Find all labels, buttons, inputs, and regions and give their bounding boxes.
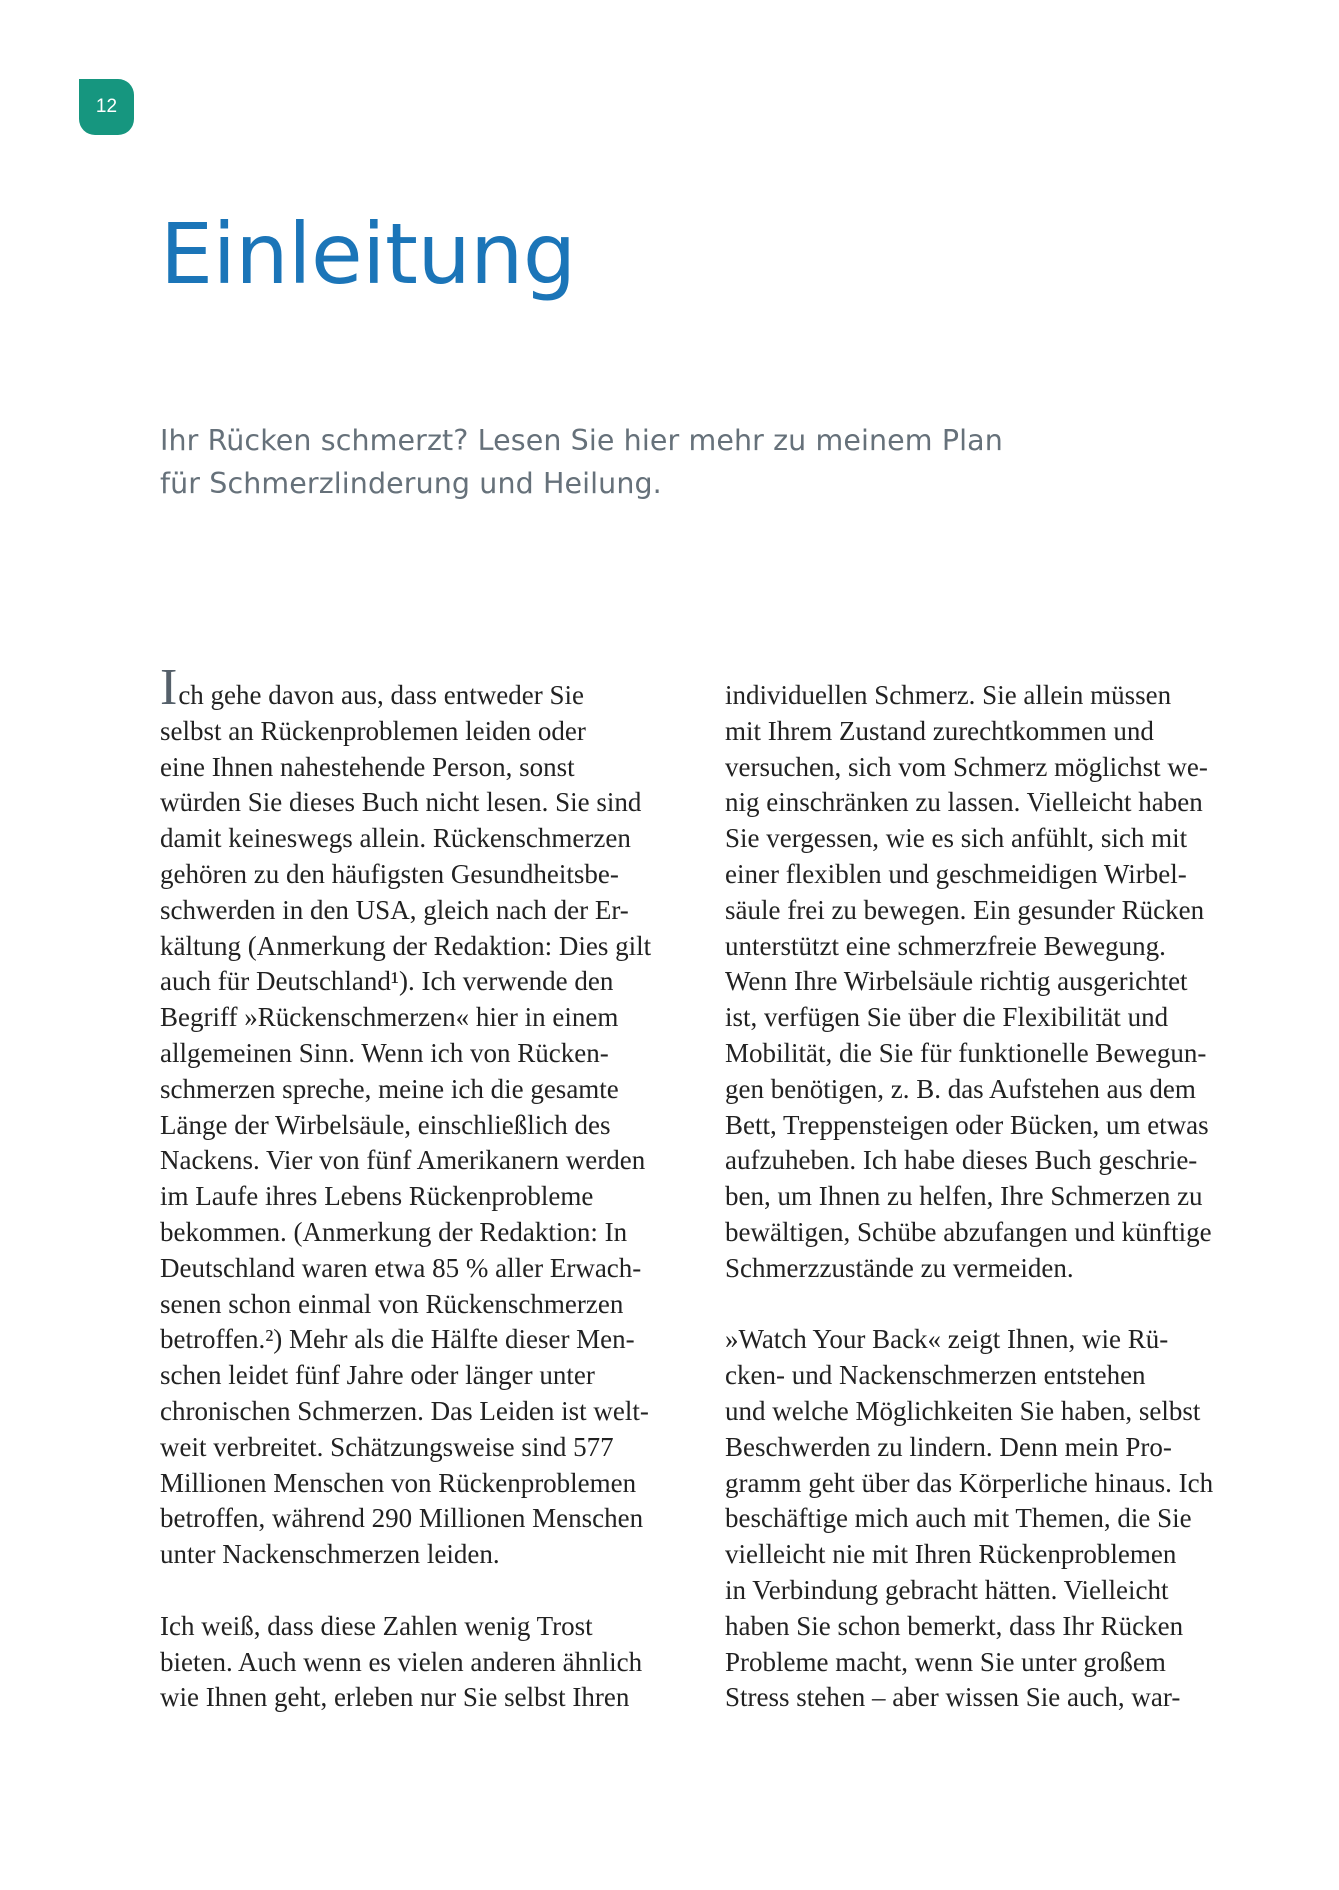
text-line: betroffen, während 290 Millionen Menschen <box>160 1503 644 1534</box>
text-line: ist, verfügen Sie über die Flexibilität und <box>725 1002 1169 1033</box>
text-line: ben, um Ihnen zu helfen, Ihre Schmerzen zu <box>725 1181 1203 1212</box>
text-line: »Watch Your Back« zeigt Ihnen, wie Rü- <box>725 1324 1169 1355</box>
text-line: mit Ihrem Zustand zurechtkommen und <box>725 715 1154 746</box>
text-line: senen schon einmal von Rückenschmerzen <box>160 1288 624 1319</box>
text-line: würden Sie dieses Buch nicht lesen. Sie sind <box>160 787 642 818</box>
paragraph <box>725 678 1245 1287</box>
text-line: individuellen Schmerz. Sie allein müssen <box>725 680 1172 710</box>
paragraph <box>160 714 680 1573</box>
lead-line: für Schmerzlinderung und Heilung. <box>160 467 662 500</box>
text-line: Millionen Menschen von Rückenproblemen <box>160 1467 637 1498</box>
text-line: Schmerzzustände zu vermeiden. <box>725 1252 1074 1283</box>
text-line: Deutschland waren etwa 85 % aller Erwach- <box>160 1252 642 1283</box>
text-line: auch für Deutschland¹). Ich verwende den <box>160 966 614 997</box>
text-line: eine Ihnen nahestehende Person, sonst <box>160 751 575 782</box>
text-line: schmerzen spreche, meine ich die gesamte <box>160 1073 619 1104</box>
text-line: cken- und Nackenschmerzen entstehen <box>725 1360 1146 1391</box>
text-line: chronischen Schmerzen. Das Leiden ist welt- <box>160 1395 649 1426</box>
text-line: gehören zu den häufigsten Gesundheitsbe- <box>160 858 619 889</box>
lead-line: Ihr Rücken schmerzt? Lesen Sie hier mehr zu meinem Plan <box>160 424 1003 457</box>
text-line: und welche Möglichkeiten Sie haben, selbst <box>725 1395 1201 1426</box>
text-line: bieten. Auch wenn es vielen anderen ähnlich <box>160 1646 643 1677</box>
text-line: gramm geht über das Körperliche hinaus. Ich <box>725 1467 1214 1498</box>
body-column-left <box>160 659 680 1716</box>
text-line: schen leidet fünf Jahre oder länger unter <box>160 1360 595 1391</box>
text-line: damit keineswegs allein. Rückenschmerzen <box>160 823 631 854</box>
first-line <box>160 659 680 716</box>
drop-cap: I <box>160 659 178 716</box>
text-line: Begriff »Rückenschmerzen« hier in einem <box>160 1002 619 1033</box>
text-line: beschäftige mich auch mit Themen, die Sie <box>725 1503 1192 1534</box>
text-line: Mobilität, die Sie für funktionelle Bewegun- <box>725 1037 1207 1068</box>
lead-paragraph <box>160 419 1040 505</box>
body-column-right <box>725 678 1245 1716</box>
text-line: schwerden in den USA, gleich nach der Er- <box>160 894 629 925</box>
text-line: in Verbindung gebracht hätten. Vielleicht <box>725 1574 1169 1605</box>
text-line: Ich weiß, dass diese Zahlen wenig Trost <box>160 1610 593 1641</box>
first-line-text: ch gehe davon aus, dass entweder Sie <box>178 680 584 710</box>
text-line: vielleicht nie mit Ihren Rückenproblemen <box>725 1539 1177 1570</box>
paragraph <box>725 1322 1245 1716</box>
text-line: nig einschränken zu lassen. Vielleicht haben <box>725 787 1203 818</box>
paragraph <box>160 1609 680 1716</box>
text-line: bewältigen, Schübe abzufangen und künftige <box>725 1216 1212 1247</box>
text-line: Länge der Wirbelsäule, einschließlich des <box>160 1109 611 1140</box>
text-line: Probleme macht, wenn Sie unter großem <box>725 1646 1166 1677</box>
text-line: Wenn Ihre Wirbelsäule richtig ausgerichtet <box>725 966 1188 997</box>
text-line: unterstützt eine schmerzfreie Bewegung. <box>725 930 1166 961</box>
text-line: kältung (Anmerkung der Redaktion: Dies gilt <box>160 930 652 961</box>
text-line: Sie vergessen, wie es sich anfühlt, sich mit <box>725 823 1188 854</box>
text-line: selbst an Rückenproblemen leiden oder <box>160 715 586 746</box>
text-line: Bett, Treppensteigen oder Bücken, um etwas <box>725 1109 1209 1140</box>
text-line: im Laufe ihres Lebens Rückenprobleme <box>160 1181 594 1212</box>
text-line: einer flexiblen und geschmeidigen Wirbel- <box>725 858 1187 889</box>
text-line: aufzuheben. Ich habe dieses Buch geschrie- <box>725 1145 1198 1176</box>
text-line: betroffen.²) Mehr als die Hälfte dieser Men- <box>160 1324 635 1355</box>
page-title: Einleitung <box>160 205 576 303</box>
text-line: versuchen, sich vom Schmerz möglichst we- <box>725 751 1208 782</box>
text-line: wie Ihnen geht, erleben nur Sie selbst Ihren <box>160 1682 630 1713</box>
text-line: bekommen. (Anmerkung der Redaktion: In <box>160 1216 628 1247</box>
text-line: allgemeinen Sinn. Wenn ich von Rücken- <box>160 1037 609 1068</box>
text-line: unter Nackenschmerzen leiden. <box>160 1539 500 1570</box>
text-line: gen benötigen, z. B. das Aufstehen aus dem <box>725 1073 1196 1104</box>
text-line: weit verbreitet. Schätzungsweise sind 577 <box>160 1431 614 1462</box>
text-line: Nackens. Vier von fünf Amerikanern werden <box>160 1145 646 1176</box>
page-number-badge: 12 <box>79 79 134 135</box>
text-line: Stress stehen – aber wissen Sie auch, war- <box>725 1682 1181 1713</box>
text-line: haben Sie schon bemerkt, dass Ihr Rücken <box>725 1610 1184 1641</box>
text-line: säule frei zu bewegen. Ein gesunder Rücken <box>725 894 1205 925</box>
text-line: Beschwerden zu lindern. Denn mein Pro- <box>725 1431 1172 1462</box>
